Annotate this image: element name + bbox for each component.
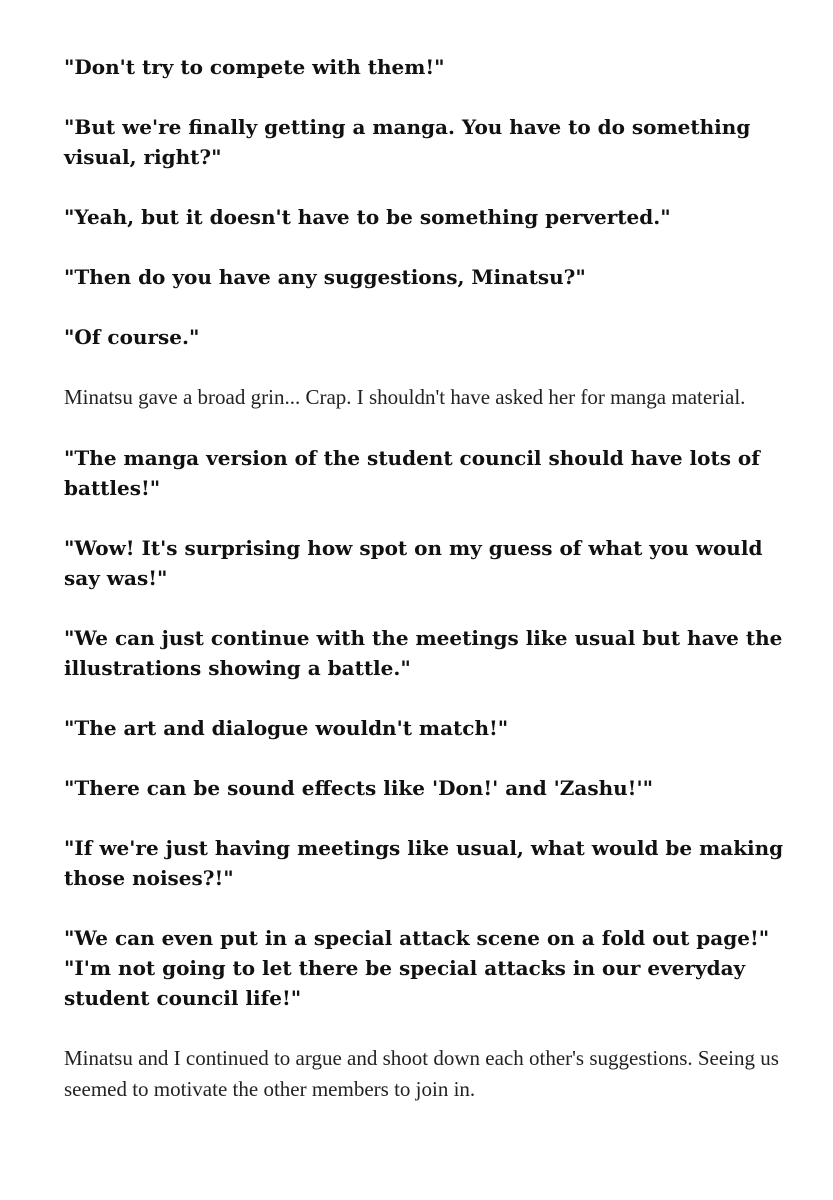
narration-line: Minatsu gave a broad grin... Crap. I shouldn't have asked her for manga material.: [64, 385, 746, 409]
dialogue-line: "Then do you have any suggestions, Minatsu?": [64, 265, 586, 289]
dialogue-line: "I'm not going to let there be special attacks in our everyday student council life!": [64, 956, 746, 1010]
dialogue-paragraph: [64, 833, 784, 893]
narration-paragraph: [64, 382, 784, 413]
dialogue-line: "Don't try to compete with them!": [64, 55, 445, 79]
dialogue-line: "Wow! It's surprising how spot on my guess of what you would say was!": [64, 536, 763, 590]
dialogue-line: "We can just continue with the meetings like usual but have the illustrations showing a battle.": [64, 626, 783, 680]
document-page: [64, 52, 784, 1135]
dialogue-paragraph: [64, 923, 784, 1013]
dialogue-paragraph: [64, 773, 784, 803]
dialogue-line: "Yeah, but it doesn't have to be something perverted.": [64, 205, 671, 229]
dialogue-line: "We can even put in a special attack scene on a fold out page!": [64, 926, 770, 950]
narration-paragraph: [64, 1043, 784, 1105]
dialogue-paragraph: [64, 112, 784, 172]
dialogue-line: "The manga version of the student council should have lots of battles!": [64, 446, 760, 500]
narration-line: Minatsu and I continued to argue and shoot down each other's suggestions. Seeing us seemed to motivate the other members to join in.: [64, 1046, 779, 1101]
dialogue-line: "There can be sound effects like 'Don!' and 'Zashu!'": [64, 776, 653, 800]
dialogue-paragraph: [64, 443, 784, 503]
dialogue-line: "The art and dialogue wouldn't match!": [64, 716, 509, 740]
dialogue-line: "But we're finally getting a manga. You have to do something visual, right?": [64, 115, 751, 169]
dialogue-paragraph: [64, 202, 784, 232]
dialogue-paragraph: [64, 533, 784, 593]
dialogue-line: "Of course.": [64, 325, 200, 349]
dialogue-paragraph: [64, 262, 784, 292]
dialogue-line: "If we're just having meetings like usual, what would be making those noises?!": [64, 836, 784, 890]
dialogue-paragraph: [64, 52, 784, 82]
dialogue-paragraph: [64, 623, 784, 683]
dialogue-paragraph: [64, 322, 784, 352]
dialogue-paragraph: [64, 713, 784, 743]
